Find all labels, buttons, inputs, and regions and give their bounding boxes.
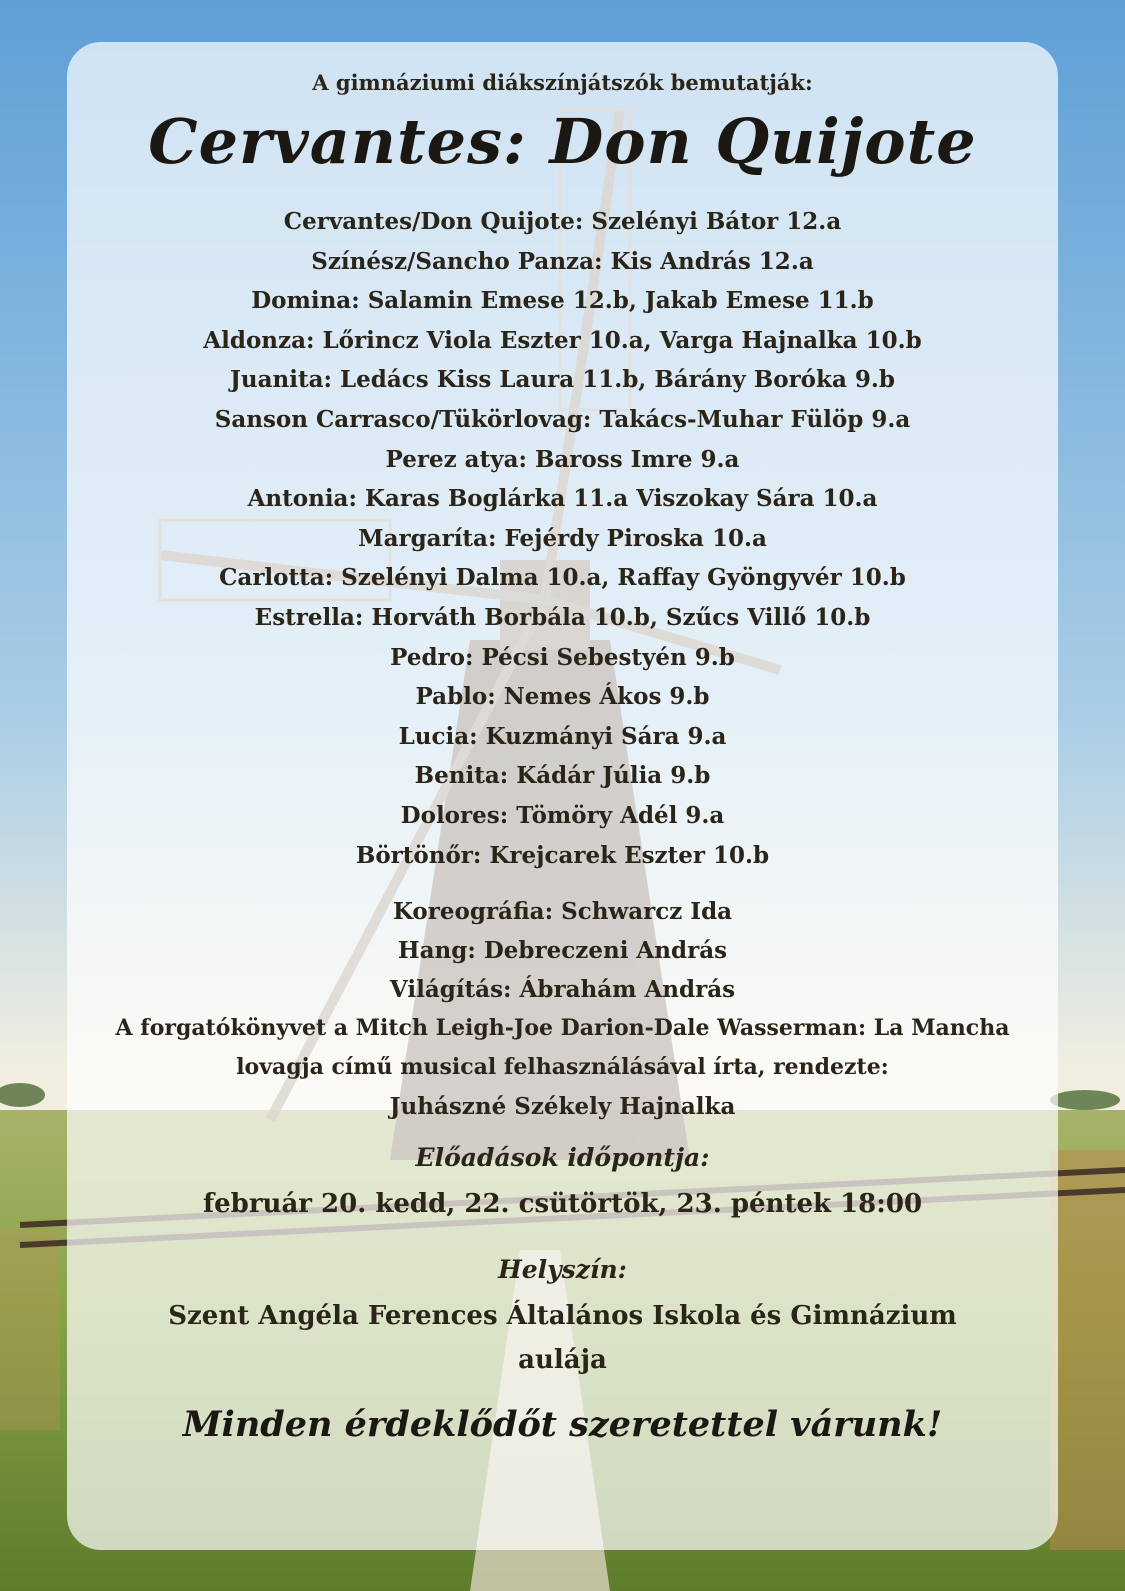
cast-line: Perez atya: Baross Imre 9.a xyxy=(385,445,740,473)
script-note-line: A forgatókönyvet a Mitch Leigh-Joe Darion-Dale Wasserman: La Mancha xyxy=(115,1015,1010,1042)
cast-line: Estrella: Horváth Borbála 10.b, Szűcs Villő 10.b xyxy=(254,603,871,631)
cast-line: Színész/Sancho Panza: Kis András 12.a xyxy=(311,247,814,275)
venue-name xyxy=(67,1294,1058,1382)
cast-line: Carlotta: Szelényi Dalma 10.a, Raffay Gyöngyvér 10.b xyxy=(219,564,906,592)
poster-content xyxy=(67,42,1058,1450)
cast-line: Pedro: Pécsi Sebestyén 9.b xyxy=(390,643,735,671)
cast-line: Pablo: Nemes Ákos 9.b xyxy=(415,683,710,711)
cast-line: Börtönőr: Krejcarek Eszter 10.b xyxy=(355,841,770,869)
cast-line: Dolores: Tömöry Adél 9.a xyxy=(400,801,725,829)
cast-line: Margaríta: Fejérdy Piroska 10.a xyxy=(358,524,767,552)
crew-line: Koreográfia: Schwarcz Ida xyxy=(392,898,733,926)
cast-line: Juanita: Ledács Kiss Laura 11.b, Bárány Boróka 9.b xyxy=(230,366,895,394)
cast-list xyxy=(67,202,1058,875)
venue-heading: Helyszín: xyxy=(498,1255,627,1285)
crew-line: Világítás: Ábrahám András xyxy=(389,976,736,1004)
performances-heading: Előadások időpontja: xyxy=(415,1143,710,1173)
crew-line: Hang: Debreczeni András xyxy=(397,937,728,965)
cast-line: Antonia: Karas Boglárka 11.a Viszokay Sára 10.a xyxy=(247,485,878,513)
crew-list xyxy=(67,892,1058,1126)
director-name: Juhászné Székely Hajnalka xyxy=(389,1093,736,1121)
cast-line: Aldonza: Lőrincz Viola Eszter 10.a, Varga Hajnalka 10.b xyxy=(203,326,922,354)
cast-line: Domina: Salamin Emese 12.b, Jakab Emese 11.b xyxy=(251,287,874,315)
closing-line: Minden érdeklődőt szeretettel várunk! xyxy=(182,1404,943,1446)
script-note-line: lovagja című musical felhasználásával írta, rendezte: xyxy=(236,1054,889,1081)
cast-line: Sanson Carrasco/Tükörlovag: Takács-Muhar Fülöp 9.a xyxy=(214,405,911,433)
intro-line: A gimnáziumi diákszínjátszók bemutatják: xyxy=(312,70,813,95)
cast-line: Lucia: Kuzmányi Sára 9.a xyxy=(398,722,727,750)
venue-line: aulája xyxy=(518,1345,607,1376)
cast-line: Cervantes/Don Quijote: Szelényi Bátor 12.a xyxy=(283,208,842,235)
cast-line: Benita: Kádár Júlia 9.b xyxy=(414,762,711,790)
performance-dates: február 20. kedd, 22. csütörtök, 23. péntek 18:00 xyxy=(202,1189,923,1220)
venue-line: Szent Angéla Ferences Általános Iskola és Gimnázium xyxy=(168,1301,957,1332)
poster-title: Cervantes: Don Quijote xyxy=(148,105,977,178)
